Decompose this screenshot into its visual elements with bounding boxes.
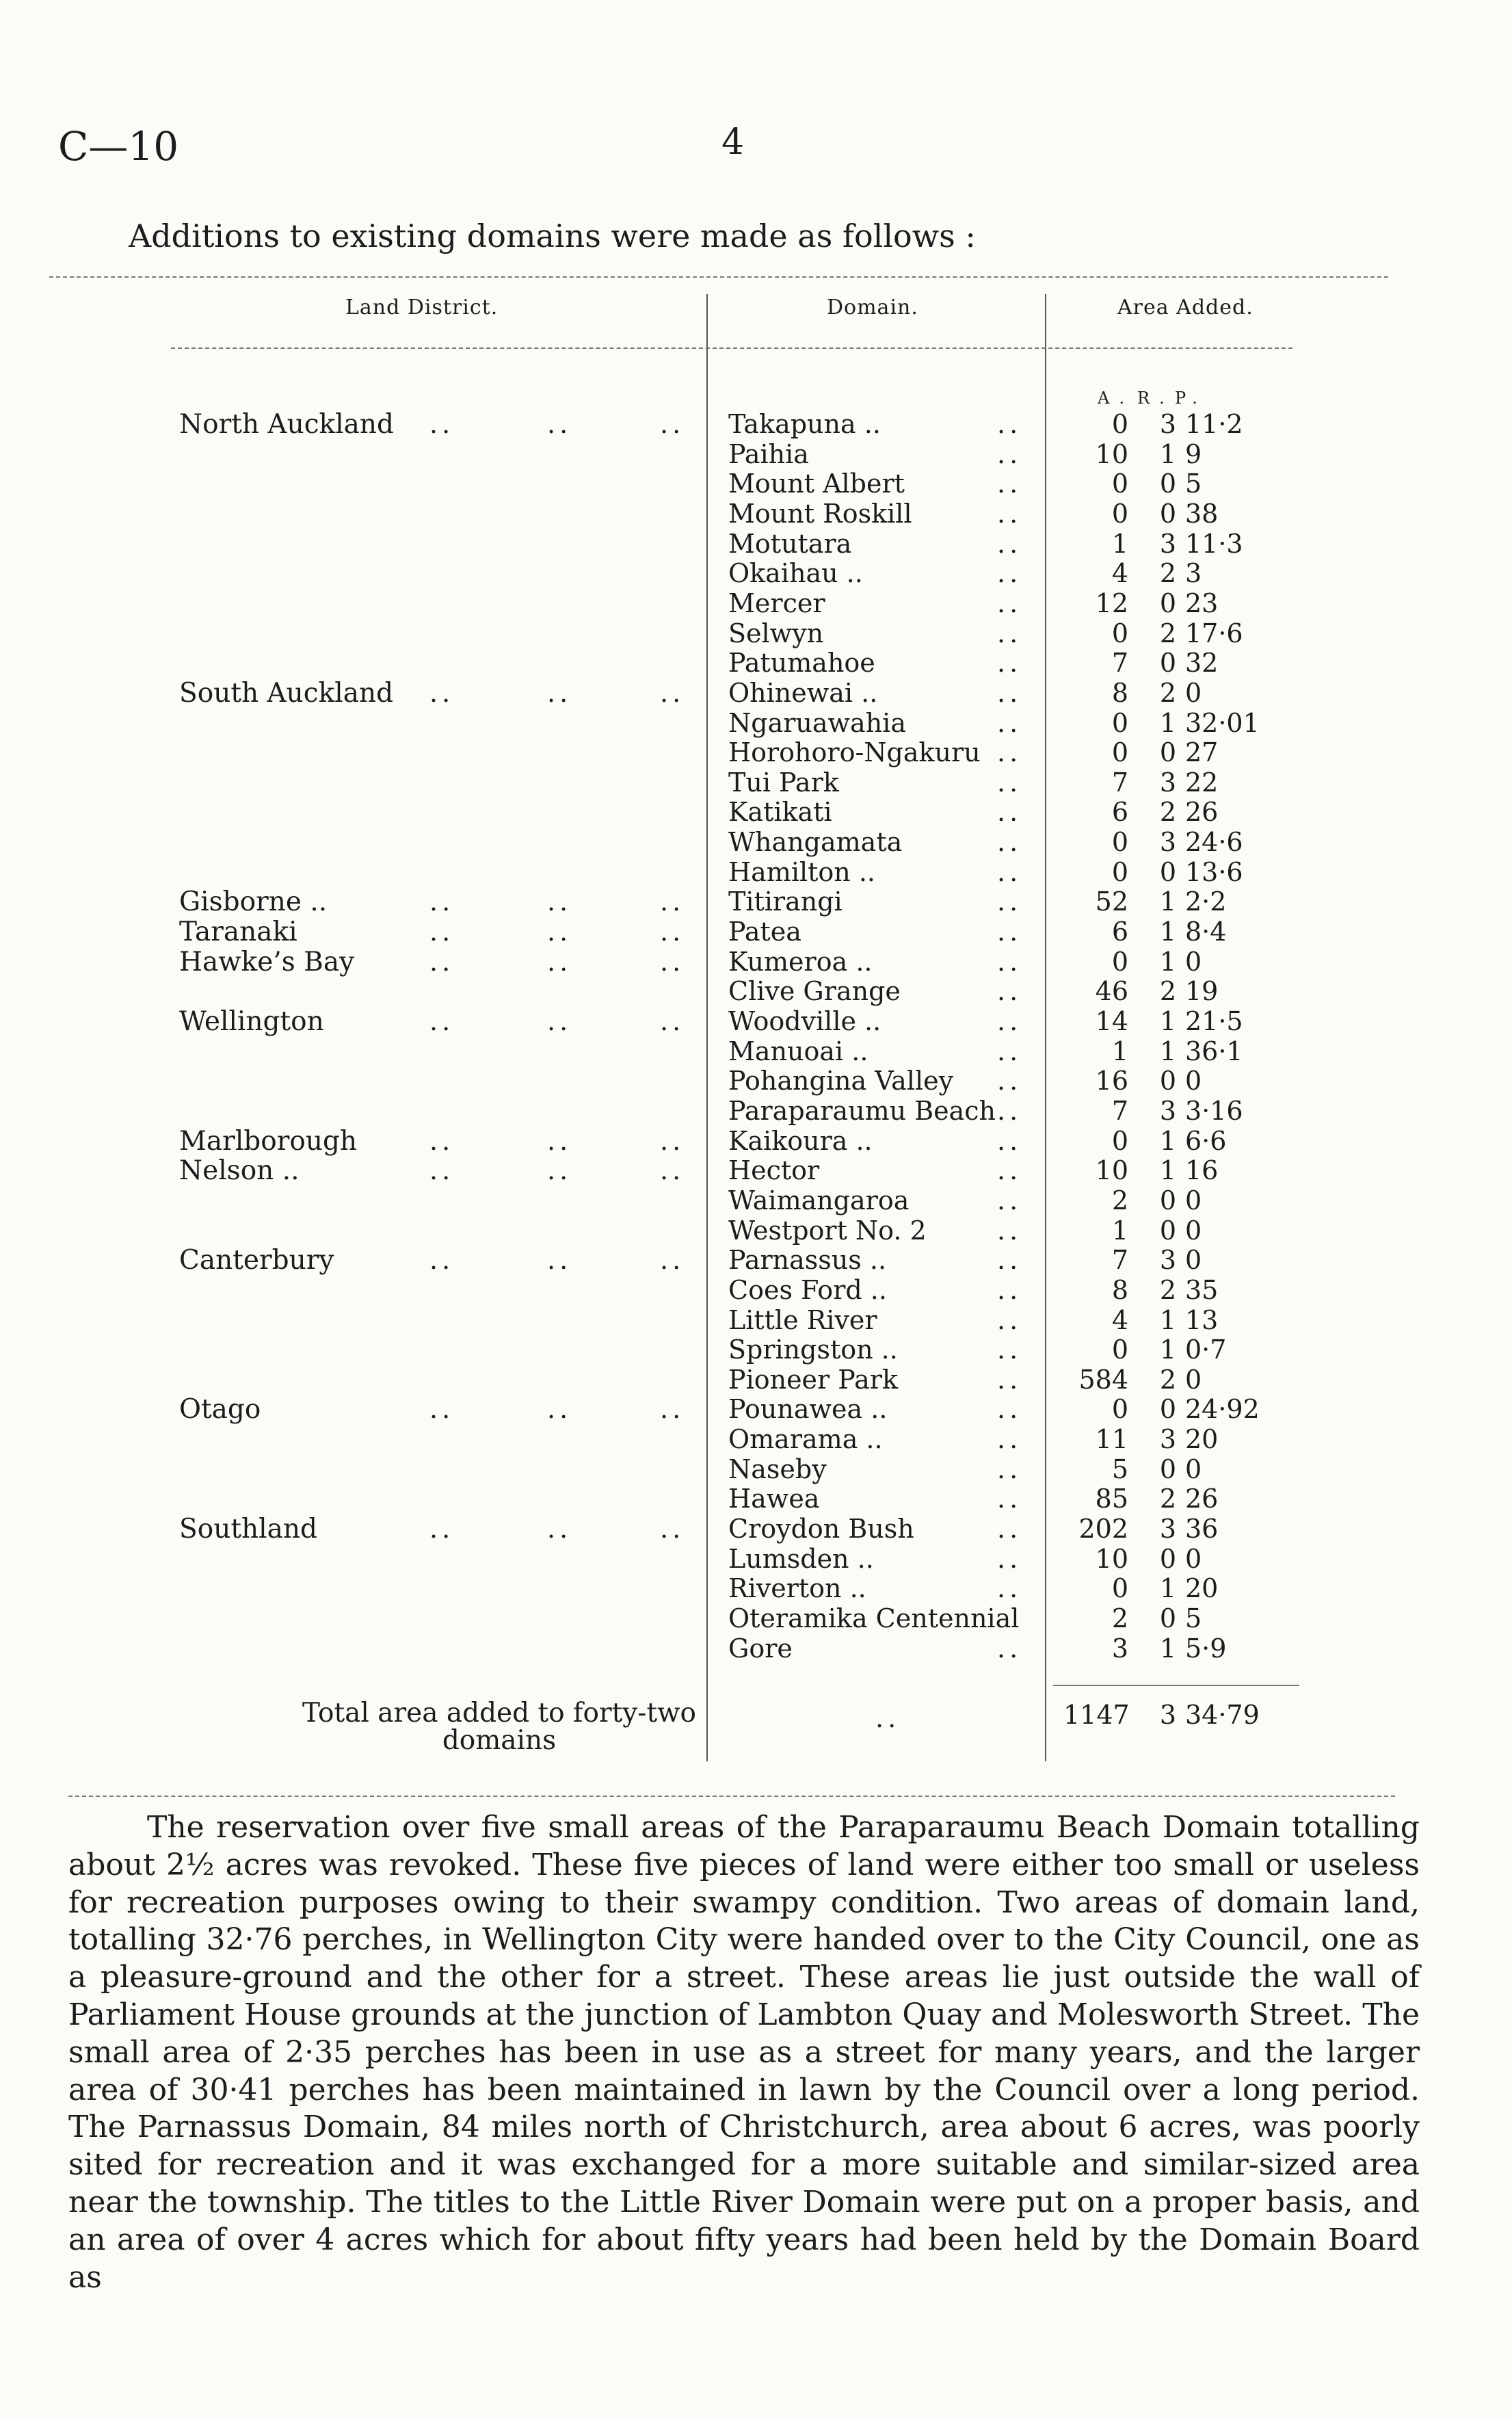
roods-value: 1 [1159, 707, 1176, 738]
total-roods: 3 [1159, 1700, 1176, 1730]
acres-value: 7 [1111, 1095, 1128, 1126]
column-divider-1 [706, 294, 708, 1761]
acres-value: 12 [1095, 588, 1128, 618]
perches-value: 22 [1185, 767, 1219, 798]
roods-value: 0 [1159, 498, 1176, 529]
leader-dots: .. [660, 677, 685, 708]
perches-value: 0 [1185, 1543, 1202, 1574]
leader-dots: .. [997, 946, 1022, 977]
perches-value: 9 [1185, 438, 1202, 469]
leader-dots: .. [547, 1245, 572, 1276]
acres-value: 2 [1111, 1185, 1128, 1215]
acres-value: 6 [1111, 797, 1128, 828]
domain-name: Omarama .. [728, 1424, 883, 1455]
leader-dots: .. [429, 1155, 455, 1186]
land-district-name: Otago [179, 1394, 261, 1425]
acres-value: 46 [1095, 976, 1128, 1007]
domain-name: Manuoai .. [728, 1036, 868, 1066]
perches-value: 17·6 [1185, 618, 1243, 648]
leader-dots: .. [660, 917, 685, 947]
roods-value: 2 [1159, 677, 1176, 708]
perches-value: 0·7 [1185, 1335, 1227, 1365]
roods-value: 1 [1159, 1006, 1176, 1036]
leader-dots: .. [997, 1304, 1022, 1335]
roods-value: 2 [1159, 976, 1176, 1007]
leader-dots: .. [429, 1006, 455, 1036]
acres-value: 4 [1111, 1304, 1128, 1335]
domain-name: Pioneer Park [728, 1364, 899, 1395]
land-district-name: South Auckland [179, 677, 394, 709]
leader-dots: .. [429, 1245, 455, 1276]
leader-dots: .. [997, 737, 1022, 768]
leader-dots: .. [547, 1006, 572, 1036]
leader-dots: .. [997, 618, 1022, 648]
leader-dots: .. [997, 707, 1022, 738]
roods-value: 2 [1159, 618, 1176, 648]
roods-value: 1 [1159, 946, 1176, 977]
perches-value: 36 [1185, 1514, 1219, 1545]
leader-dots: .. [660, 1125, 685, 1156]
table-bottom-rule [68, 1796, 1395, 1797]
leader-dots: .. [997, 1394, 1022, 1425]
roods-value: 1 [1159, 1335, 1176, 1365]
domain-name: Okaihau .. [728, 558, 863, 589]
perches-value: 11·3 [1185, 528, 1243, 559]
domain-name: Mercer [728, 588, 825, 618]
roods-value: 0 [1159, 1603, 1176, 1633]
domain-name: Patumahoe [728, 648, 875, 679]
leader-dots: .. [997, 498, 1022, 529]
leader-dots: .. [429, 1125, 455, 1156]
leader-dots: .. [997, 1185, 1022, 1215]
leader-dots: .. [660, 886, 685, 917]
leader-dots: .. [997, 1036, 1022, 1066]
land-district-name: Taranaki [179, 917, 297, 948]
domain-name: Horohoro-Ngakuru [728, 737, 981, 768]
perches-value: 0 [1185, 1215, 1202, 1246]
acres-value: 0 [1111, 707, 1128, 738]
roods-value: 3 [1159, 1424, 1176, 1455]
acres-value: 85 [1095, 1484, 1128, 1514]
roods-value: 2 [1159, 1484, 1176, 1514]
domain-name: Lumsden .. [728, 1543, 874, 1574]
domain-name: Pounawea .. [728, 1394, 888, 1425]
perches-value: 3·16 [1185, 1095, 1243, 1126]
roods-value: 0 [1159, 737, 1176, 768]
leader-dots: .. [429, 677, 455, 708]
domain-name: Croydon Bush [728, 1514, 914, 1545]
roods-value: 1 [1159, 1155, 1176, 1186]
leader-dots: .. [997, 588, 1022, 618]
leader-dots: .. [660, 409, 685, 439]
acres-value: 1 [1111, 528, 1128, 559]
roods-value: 0 [1159, 469, 1176, 499]
domain-name: Little River [728, 1304, 877, 1335]
acres-value: 0 [1111, 618, 1128, 648]
column-divider-2 [1045, 294, 1046, 1761]
units-acres: A. [1098, 389, 1134, 408]
leader-dots: .. [997, 1335, 1022, 1365]
acres-value: 0 [1111, 409, 1128, 439]
leader-dots: .. [997, 856, 1022, 887]
leader-dots: .. [997, 1245, 1022, 1276]
perches-value: 24·6 [1185, 827, 1243, 858]
units-perches: P. [1175, 389, 1207, 408]
leader-dots: .. [997, 1095, 1022, 1126]
acres-value: 0 [1111, 1335, 1128, 1365]
domain-name: Kumeroa .. [728, 946, 873, 977]
acres-value: 0 [1111, 1125, 1128, 1156]
domain-name: Oteramika Centennial [728, 1603, 1020, 1633]
acres-value: 0 [1111, 1573, 1128, 1604]
roods-value: 1 [1159, 1633, 1176, 1664]
acres-value: 8 [1111, 1274, 1128, 1305]
domain-name: Ngaruawahia [728, 707, 906, 738]
total-rule [1053, 1685, 1299, 1686]
domain-name: Woodville .. [728, 1006, 881, 1036]
perches-value: 6·6 [1185, 1125, 1227, 1156]
perches-value: 0 [1185, 946, 1202, 977]
leader-dots: .. [997, 1274, 1022, 1305]
roods-value: 3 [1159, 827, 1176, 858]
leader-dots: .. [997, 1484, 1022, 1514]
acres-value: 0 [1111, 856, 1128, 887]
domain-name: Hawea [728, 1484, 820, 1514]
land-district-name: Nelson .. [179, 1155, 300, 1187]
land-district-name: Hawke’s Bay [179, 946, 355, 977]
body-paragraph: The reservation over five small areas of the Paraparaumu Beach Domain totalling about 2½ acres was revoked. These five pieces of land were either too small or useless for recreation purposes owing to their swampy condition. Two areas of domain land, totalling 32·76 perches, in Wellington City were handed over to the City Council, one as a pleasure-ground and the other for a street. These areas lie just outside the wall of Parliament House grounds at the junction of Lambton Quay and Molesworth Street. The small area of 2·35 perches has been in use as a street for many years, and the larger area of 30·41 perches has been maintained in lawn by the Council over a long period. The Parnassus Domain, 84 miles north of Christchurch, area about 6 acres, was poorly sited for recreation and it was exchanged for a more suitable and similar-sized area near the township. The titles to the Little River Domain were put on a proper basis, and an area of over 4 acres which for about fifty years had been held by the Domain Board as [68, 1810, 1420, 2295]
perches-value: 24·92 [1185, 1394, 1260, 1425]
col-header-land-district: Land District. [345, 295, 499, 319]
perches-value: 0 [1185, 1185, 1202, 1215]
land-district-name: North Auckland [179, 409, 394, 440]
leader-dots: .. [997, 1364, 1022, 1395]
total-perches: 34·79 [1185, 1700, 1260, 1730]
land-district-name: Marlborough [179, 1125, 358, 1157]
acres-value: 7 [1111, 767, 1128, 798]
perches-value: 27 [1185, 737, 1219, 768]
leader-dots: .. [997, 1066, 1022, 1096]
leader-dots: .. [429, 409, 455, 439]
perches-value: 32·01 [1185, 707, 1260, 738]
perches-value: 0 [1185, 1364, 1202, 1395]
roods-value: 0 [1159, 1543, 1176, 1574]
roods-value: 0 [1159, 856, 1176, 887]
acres-value: 3 [1111, 1633, 1128, 1664]
units-roods: R. [1137, 389, 1174, 408]
perches-value: 32 [1185, 648, 1219, 679]
acres-value: 14 [1095, 1006, 1128, 1036]
leader-dots: .. [997, 1215, 1022, 1246]
acres-value: 7 [1111, 1245, 1128, 1276]
total-label: Total area added to forty-two domains [302, 1698, 697, 1756]
acres-value: 52 [1095, 886, 1128, 917]
leader-dots: .. [997, 1633, 1022, 1664]
leader-dots: .. [547, 1394, 572, 1425]
domain-name: Westport No. 2 [728, 1215, 927, 1246]
leader-dots: .. [997, 438, 1022, 469]
leader-dots: .. [660, 946, 685, 977]
leader-dots: .. [997, 1573, 1022, 1604]
land-district-name: Southland [179, 1514, 317, 1545]
domain-name: Parnassus .. [728, 1245, 887, 1276]
leader-dots: .. [997, 1514, 1022, 1545]
perches-value: 19 [1185, 976, 1219, 1007]
leader-dots: .. [547, 886, 572, 917]
roods-value: 1 [1159, 1125, 1176, 1156]
page-number: 4 [721, 122, 745, 163]
roods-value: 0 [1159, 1394, 1176, 1425]
domain-name: Gore [728, 1633, 793, 1664]
leader-dots: .. [547, 917, 572, 947]
roods-value: 0 [1159, 1066, 1176, 1096]
leader-dots: .. [997, 917, 1022, 947]
leader-dots: .. [997, 528, 1022, 559]
acres-value: 16 [1095, 1066, 1128, 1096]
perches-value: 8·4 [1185, 917, 1227, 947]
domain-name: Clive Grange [728, 976, 901, 1007]
leader-dots: .. [660, 1245, 685, 1276]
domain-name: Riverton .. [728, 1573, 866, 1604]
domain-name: Selwyn [728, 618, 824, 648]
col-header-area-added: Area Added. [1117, 295, 1254, 319]
domain-name: Katikati [728, 797, 832, 828]
col-header-domain: Domain. [827, 295, 918, 319]
acres-value: 2 [1111, 1603, 1128, 1633]
roods-value: 3 [1159, 767, 1176, 798]
perches-value: 23 [1185, 588, 1219, 618]
leader-dots: .. [997, 1424, 1022, 1455]
land-district-name: Canterbury [179, 1245, 334, 1276]
domain-name: Pohangina Valley [728, 1066, 954, 1096]
leader-dots: .. [997, 558, 1022, 589]
roods-value: 0 [1159, 1215, 1176, 1246]
domain-name: Kaikoura .. [728, 1125, 873, 1156]
roods-value: 3 [1159, 1245, 1176, 1276]
acres-value: 6 [1111, 917, 1128, 947]
perches-value: 13 [1185, 1304, 1219, 1335]
leader-dots: .. [997, 1454, 1022, 1484]
leader-dots: .. [997, 1006, 1022, 1036]
perches-value: 26 [1185, 797, 1219, 828]
roods-value: 3 [1159, 1514, 1176, 1545]
domain-name: Takapuna .. [728, 409, 881, 439]
domain-name: Waimangaroa [728, 1185, 910, 1215]
leader-dots: .. [997, 886, 1022, 917]
leader-dots: .. [547, 1125, 572, 1156]
roods-value: 0 [1159, 1454, 1176, 1484]
leader-dots: .. [997, 677, 1022, 708]
acres-value: 0 [1111, 827, 1128, 858]
leader-dots: .. [429, 917, 455, 947]
acres-value: 10 [1095, 438, 1128, 469]
perches-value: 16 [1185, 1155, 1219, 1186]
leader-dots: .. [997, 469, 1022, 499]
land-district-name: Wellington [179, 1006, 324, 1037]
acres-value: 10 [1095, 1543, 1128, 1574]
roods-value: 1 [1159, 1036, 1176, 1066]
roods-value: 1 [1159, 886, 1176, 917]
leader-dots: .. [997, 1155, 1022, 1186]
acres-value: 584 [1078, 1364, 1128, 1395]
roods-value: 2 [1159, 797, 1176, 828]
acres-value: 5 [1111, 1454, 1128, 1484]
leader-dots: .. [429, 1394, 455, 1425]
leader-dots: .. [547, 677, 572, 708]
leader-dots: .. [997, 827, 1022, 858]
roods-value: 2 [1159, 1274, 1176, 1305]
perches-value: 20 [1185, 1573, 1219, 1604]
perches-value: 0 [1185, 1454, 1202, 1484]
perches-value: 0 [1185, 1066, 1202, 1096]
acres-value: 0 [1111, 946, 1128, 977]
header-rule [171, 347, 1292, 349]
acres-value: 0 [1111, 737, 1128, 768]
perches-value: 2·2 [1185, 886, 1227, 917]
roods-value: 1 [1159, 1573, 1176, 1604]
leader-dots: .. [547, 1514, 572, 1545]
leader-dots: .. [547, 1155, 572, 1186]
perches-value: 5 [1185, 469, 1202, 499]
acres-value: 202 [1078, 1514, 1128, 1545]
perches-value: 26 [1185, 1484, 1219, 1514]
roods-value: 3 [1159, 1095, 1176, 1126]
leader-dots: .. [997, 409, 1022, 439]
acres-value: 1 [1111, 1215, 1128, 1246]
domain-name: Paihia [728, 438, 809, 469]
acres-value: 7 [1111, 648, 1128, 679]
acres-value: 1 [1111, 1036, 1128, 1066]
roods-value: 3 [1159, 409, 1176, 439]
total-dots: .. [875, 1703, 901, 1733]
domain-name: Whangamata [728, 827, 903, 858]
perches-value: 36·1 [1185, 1036, 1243, 1066]
domain-name: Motutara [728, 528, 852, 559]
leader-dots: .. [429, 1514, 455, 1545]
leader-dots: .. [997, 797, 1022, 828]
roods-value: 2 [1159, 1364, 1176, 1395]
domain-name: Springston .. [728, 1335, 898, 1365]
leader-dots: .. [997, 648, 1022, 679]
domain-name: Coes Ford .. [728, 1274, 887, 1305]
leader-dots: .. [660, 1006, 685, 1036]
domain-name: Titirangi [728, 886, 843, 917]
roods-value: 3 [1159, 528, 1176, 559]
leader-dots: .. [997, 1125, 1022, 1156]
roods-value: 0 [1159, 648, 1176, 679]
perches-value: 3 [1185, 558, 1202, 589]
acres-value: 0 [1111, 498, 1128, 529]
leader-dots: .. [429, 886, 455, 917]
leader-dots: .. [997, 767, 1022, 798]
acres-value: 8 [1111, 677, 1128, 708]
leader-dots: .. [547, 946, 572, 977]
perches-value: 5·9 [1185, 1633, 1227, 1664]
domain-name: Mount Albert [728, 469, 905, 499]
perches-value: 5 [1185, 1603, 1202, 1633]
leader-dots: .. [429, 946, 455, 977]
perches-value: 0 [1185, 1245, 1202, 1276]
acres-value: 11 [1095, 1424, 1128, 1455]
perches-value: 38 [1185, 498, 1219, 529]
leader-dots: .. [660, 1514, 685, 1545]
intro-text: Additions to existing domains were made as follows : [129, 218, 976, 254]
acres-value: 0 [1111, 469, 1128, 499]
leader-dots: .. [660, 1394, 685, 1425]
perches-value: 35 [1185, 1274, 1219, 1305]
domain-name: Mount Roskill [728, 498, 912, 529]
leader-dots: .. [547, 409, 572, 439]
roods-value: 1 [1159, 917, 1176, 947]
roods-value: 0 [1159, 1185, 1176, 1215]
total-acres: 1147 [1063, 1700, 1130, 1730]
leader-dots: .. [997, 976, 1022, 1007]
domain-name: Ohinewai .. [728, 677, 878, 708]
roods-value: 0 [1159, 588, 1176, 618]
domain-name: Naseby [728, 1454, 827, 1484]
domain-name: Hamilton .. [728, 856, 875, 887]
report-reference: C—10 [58, 123, 179, 170]
perches-value: 20 [1185, 1424, 1219, 1455]
roods-value: 1 [1159, 1304, 1176, 1335]
domain-name: Patea [728, 917, 801, 947]
table-top-rule [49, 276, 1388, 278]
domain-name: Paraparaumu Beach [728, 1095, 996, 1126]
perches-value: 21·5 [1185, 1006, 1243, 1036]
acres-value: 4 [1111, 558, 1128, 589]
leader-dots: .. [660, 1155, 685, 1186]
perches-value: 13·6 [1185, 856, 1243, 887]
land-district-name: Gisborne .. [179, 886, 328, 918]
acres-value: 10 [1095, 1155, 1128, 1186]
domain-name: Hector [728, 1155, 820, 1186]
domain-name: Tui Park [728, 767, 839, 798]
leader-dots: .. [997, 1543, 1022, 1574]
roods-value: 1 [1159, 438, 1176, 469]
perches-value: 0 [1185, 677, 1202, 708]
roods-value: 2 [1159, 558, 1176, 589]
perches-value: 11·2 [1185, 409, 1243, 439]
acres-value: 0 [1111, 1394, 1128, 1425]
